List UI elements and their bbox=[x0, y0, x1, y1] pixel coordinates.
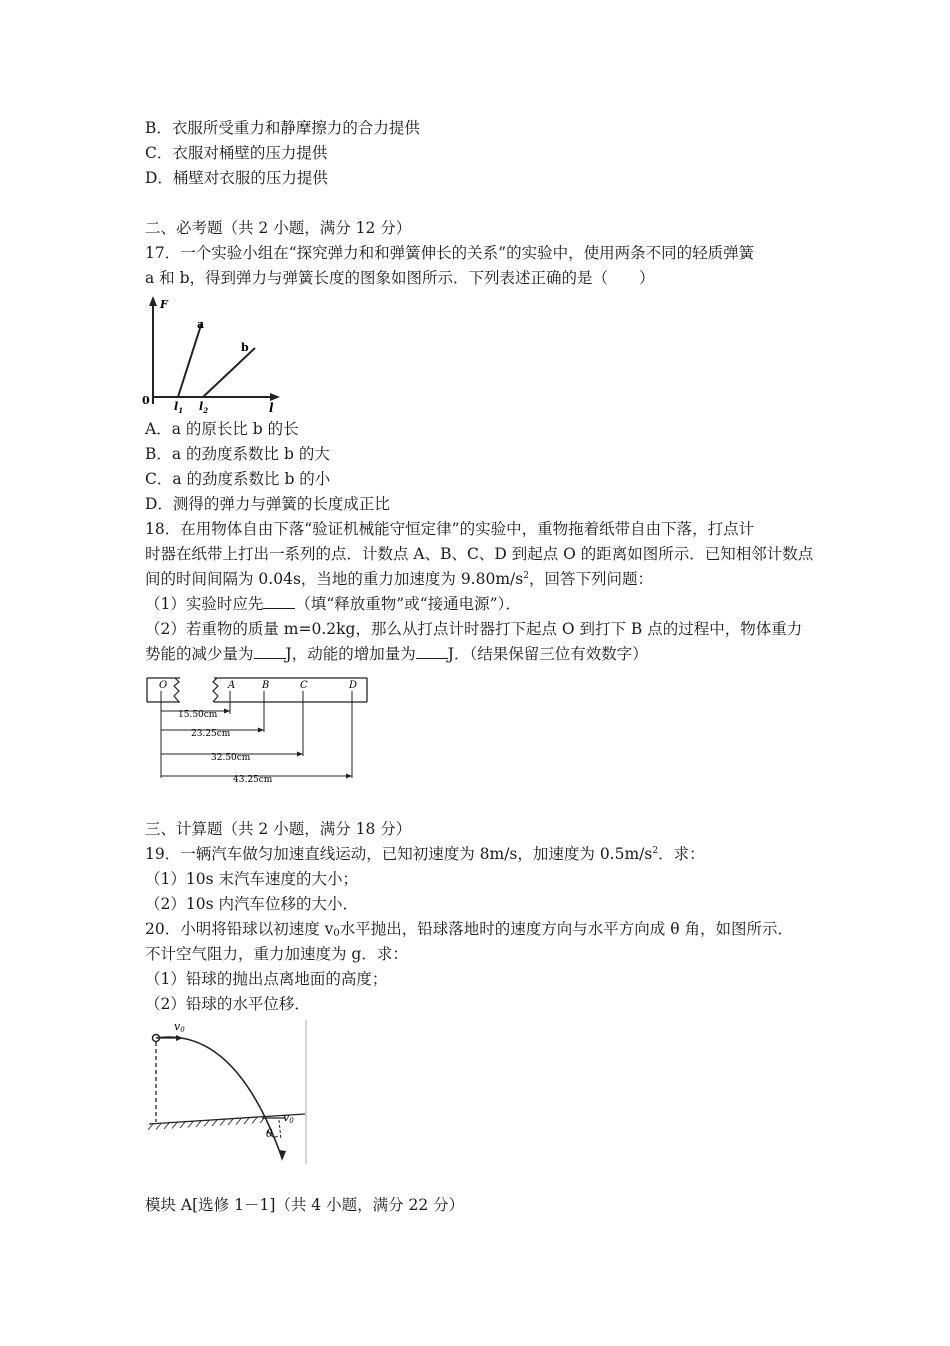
y-axis-label: F bbox=[160, 298, 168, 311]
q20-part1: （1）铅球的抛出点离地面的高度； bbox=[145, 970, 388, 988]
q16-option-d: D．桶壁对衣服的压力提供 bbox=[145, 169, 328, 187]
q18-part1: （1）实验时应先 （填“释放重物”或“接通电源”）． bbox=[145, 595, 521, 613]
spring-b-label: b bbox=[241, 341, 249, 354]
point-a: A bbox=[228, 680, 236, 691]
y-axis-arrow bbox=[149, 296, 157, 306]
x-axis-label: l bbox=[269, 401, 274, 415]
section3-heading: 三、计算题（共 2 小题，满分 18 分） bbox=[145, 820, 412, 838]
q17-option-d: D．测得的弹力与弹簧的长度成正比 bbox=[145, 495, 390, 513]
module-heading: 模块 A[选修 1－1]（共 4 小题，满分 22 分） bbox=[145, 1196, 465, 1214]
point-d: D bbox=[349, 680, 358, 691]
q16-option-c: C．衣服对桶壁的压力提供 bbox=[145, 144, 328, 162]
q18-stem-line1: 18．在用物体自由下落“验证机械能守恒定律”的实验中，重物拖着纸带自由下落，打点计 bbox=[145, 520, 755, 538]
origin-label: 0 bbox=[142, 394, 150, 407]
answer-blank-3[interactable] bbox=[416, 644, 448, 659]
point-b: B bbox=[262, 680, 270, 691]
v0-label-right: v0 bbox=[283, 1111, 294, 1125]
q16-option-b: B．衣服所受重力和静摩擦力的合力提供 bbox=[145, 119, 420, 137]
q18-stem-line2: 时器在纸带上打出一系列的点．计数点 A、B、C、D 到起点 O 的距离如图所示．已知相邻计数点 bbox=[145, 545, 814, 563]
q18-paper-tape-figure bbox=[145, 674, 370, 786]
q17-stem-line2: a 和 b，得到弹力与弹簧长度的图象如图所示．下列表述正确的是（ ） bbox=[145, 269, 655, 287]
q17-stem-line1: 17．一个实验小组在“探究弹力和和弹簧伸长的关系”的实验中，使用两条不同的轻质弹簧 bbox=[145, 244, 755, 262]
tape-break-left bbox=[174, 678, 179, 702]
q17-option-c: C．a 的劲度系数比 b 的小 bbox=[145, 470, 331, 488]
tape-break-right bbox=[213, 678, 218, 702]
answer-blank-2[interactable] bbox=[254, 644, 286, 659]
distance-oa: 15.50cm bbox=[178, 710, 218, 720]
v0-label-top: v0 bbox=[174, 1020, 185, 1034]
answer-blank-1[interactable] bbox=[263, 594, 295, 609]
q20-part2: （2）铅球的水平位移． bbox=[145, 995, 310, 1013]
q18-part2-line2: 势能的减少量为 J，动能的增加量为 J．（结果保留三位有效数字） bbox=[145, 645, 648, 663]
q17-spring-graph bbox=[140, 292, 285, 417]
q20-stem-line1: 20．小明将铅球以初速度 $v_0$水平抛出，铅球落地时的速度方向与水平方向成 θ 角，如图所示． bbox=[145, 920, 793, 939]
tick-l2: $l_2$ bbox=[199, 400, 209, 415]
q20-projectile-figure bbox=[145, 1018, 310, 1166]
spring-a-label: a bbox=[197, 318, 205, 331]
section2-heading: 二、必考题（共 2 小题，满分 12 分） bbox=[145, 219, 412, 237]
spring-a-line bbox=[178, 322, 202, 397]
trajectory bbox=[156, 1037, 282, 1158]
point-o: O bbox=[159, 680, 168, 691]
q19-stem: 19．一辆汽车做匀加速直线运动，已知初速度为 8m/s，加速度为 $0.5m/s^2$．求： bbox=[145, 845, 705, 863]
q17-option-b: B．a 的劲度系数比 b 的大 bbox=[145, 445, 330, 463]
ground-line bbox=[149, 1114, 305, 1124]
q18-stem-line3: 间的时间间隔为 0.04s，当地的重力加速度为 $9.80m/s^2$，回答下列问题： bbox=[145, 570, 653, 588]
theta-label: θ bbox=[266, 1127, 273, 1140]
q19-part1: （1）10s 末汽车速度的大小； bbox=[145, 870, 358, 888]
distance-oc: 32.50cm bbox=[211, 753, 251, 763]
q18-part2-line1: （2）若重物的质量 m=0.2kg，那么从打点计时器打下起点 O 到打下 B 点的过程中，物体重力 bbox=[145, 620, 803, 638]
spring-b-line bbox=[203, 348, 255, 397]
q20-stem-line2: 不计空气阻力，重力加速度为 g．求： bbox=[145, 945, 408, 963]
tick-l1: $l_1$ bbox=[174, 400, 184, 415]
x-axis-arrow bbox=[270, 393, 280, 401]
point-c: C bbox=[300, 680, 308, 691]
distance-od: 43.25cm bbox=[233, 775, 273, 785]
q17-option-a: A．a 的原长比 b 的长 bbox=[145, 420, 299, 438]
distance-ob: 23.25cm bbox=[191, 729, 231, 739]
q19-part2: （2）10s 内汽车位移的大小． bbox=[145, 895, 358, 913]
